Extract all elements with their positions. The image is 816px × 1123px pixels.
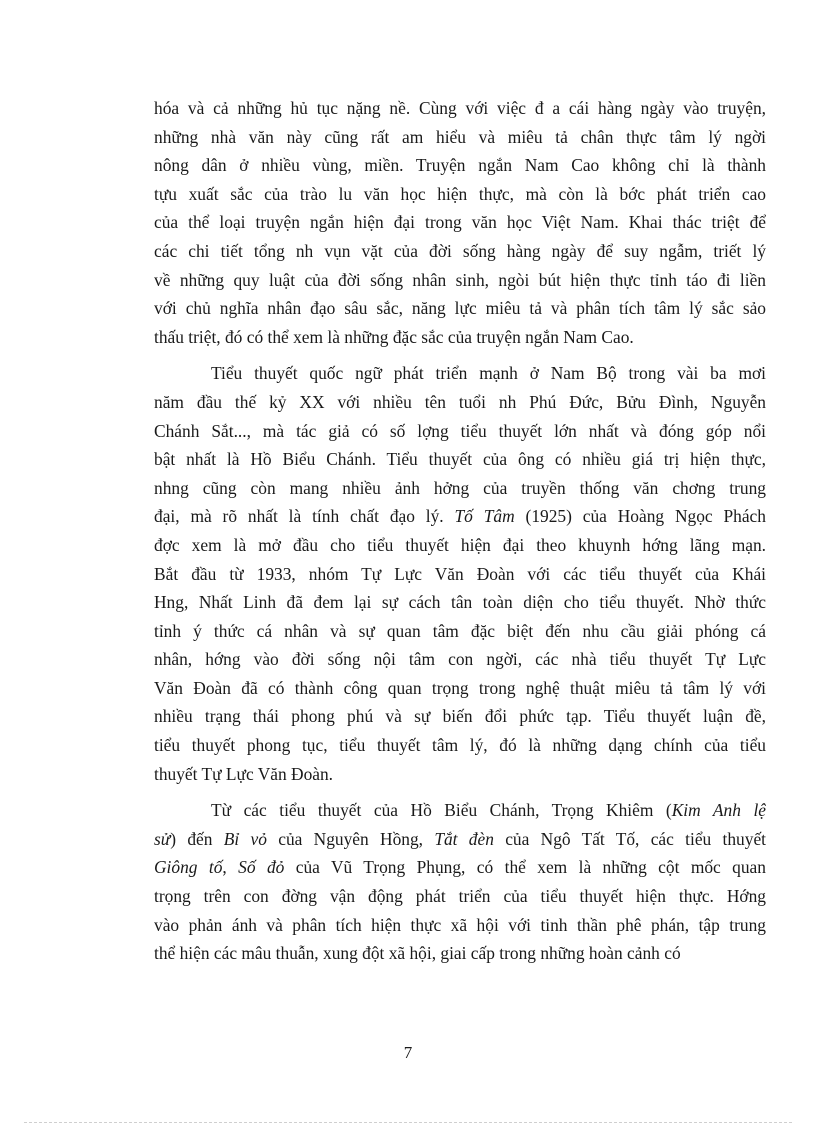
page-number: 7	[403, 1043, 413, 1062]
italic-title: Bỉ vỏ	[223, 828, 267, 849]
text-run: bật nhất là Hồ Biểu Chánh. Tiểu thuyết của ông có nhiều giá trị hiện thực,	[154, 449, 766, 470]
text-line	[154, 388, 766, 417]
text-run: các chi tiết tổng nh vụn vặt của đời sống hàng ngày để suy ngẫm, triết lý	[154, 240, 766, 261]
text-run: Hng, Nhất Linh đã đem lại sự cách tân toàn diện cho tiểu thuyết. Nhờ thức	[154, 592, 766, 613]
italic-title: Kim Anh lệ	[671, 800, 766, 821]
text-line	[154, 417, 766, 446]
italic-title: Tố Tâm	[454, 506, 515, 527]
paragraph	[154, 796, 766, 968]
text-run: đại, mà rõ nhất là tính chất đạo lý.	[154, 506, 455, 527]
text-line	[154, 939, 766, 968]
text-line	[154, 294, 766, 323]
text-line	[154, 123, 766, 152]
text-line	[154, 911, 766, 940]
text-line	[154, 180, 766, 209]
text-run: ) đến	[170, 828, 224, 849]
text-run: những nhà văn này cũng rất am hiểu và miêu tả chân thực tâm lý ngời	[154, 126, 766, 147]
text-run: (1925) của Hoàng Ngọc Phách	[514, 506, 766, 527]
text-line	[154, 94, 766, 123]
text-run: về những quy luật của đời sống nhân sinh, ngòi bút hiện thực tỉnh táo đi liền	[154, 269, 766, 290]
text-run: hóa và cả những hủ tục nặng nề. Cùng với việc đ a cái hàng ngày vào truyện,	[154, 98, 766, 118]
text-run: thể hiện các mâu thuẫn, xung đột xã hội, giai cấp trong những hoàn cảnh có	[154, 943, 681, 964]
text-run: tỉnh ý thức cá nhân và sự quan tâm đặc biệt đến nhu cầu giải phóng cá	[154, 620, 766, 641]
text-run: Từ các tiểu thuyết của Hồ Biểu Chánh, Trọng Khiêm (	[211, 800, 672, 821]
text-run: Bắt đầu từ 1933, nhóm Tự Lực Văn Đoàn với các tiểu thuyết của Khái	[154, 563, 766, 584]
text-run: nhiều trạng thái phong phú và sự biến đổi phức tạp. Tiểu thuyết luận đề,	[154, 706, 766, 727]
text-line	[154, 237, 766, 266]
italic-title: Tắt đèn	[434, 828, 494, 849]
text-line	[154, 825, 766, 854]
text-run: Văn Đoàn đã có thành công quan trọng trong nghệ thuật miêu tả tâm lý với	[154, 677, 766, 698]
text-run: nhng cũng còn mang nhiều ảnh hởng của truyền thống văn chơng trung	[154, 477, 766, 498]
text-line	[154, 151, 766, 180]
text-run: của thể loại truyện ngắn hiện đại trong văn học Việt Nam. Khai thác triệt để	[154, 212, 766, 233]
text-line	[154, 882, 766, 911]
text-run: nông dân ở nhiều vùng, miền. Truyện ngắn Nam Cao không chỉ là thành	[154, 155, 766, 176]
italic-title: sử	[154, 828, 171, 849]
text-line	[154, 323, 766, 352]
text-run: với chủ nghĩa nhân đạo sâu sắc, năng lực miêu tả và phân tích tâm lý sắc sảo	[154, 298, 766, 319]
text-line	[154, 796, 766, 825]
text-line	[154, 617, 766, 646]
text-run: ,	[222, 857, 239, 878]
text-line	[154, 853, 766, 882]
paragraph-gap	[154, 351, 766, 359]
text-line	[154, 760, 766, 789]
paragraph	[154, 359, 766, 788]
text-run: thuyết Tự Lực Văn Đoàn.	[154, 763, 334, 784]
text-line	[154, 588, 766, 617]
text-line	[154, 359, 766, 388]
text-line	[154, 445, 766, 474]
text-run: Tiểu thuyết quốc ngữ phát triển mạnh ở Nam Bộ trong vài ba mơi	[211, 363, 766, 384]
text-run: thấu triệt, đó có thể xem là những đặc sắc của truyện ngắn Nam Cao.	[154, 326, 634, 347]
text-run: của Vũ Trọng Phụng, có thể xem là những cột mốc quan	[284, 857, 766, 878]
text-line	[154, 560, 766, 589]
paragraph	[154, 94, 766, 351]
body-text	[154, 94, 766, 968]
paragraph-gap	[154, 788, 766, 796]
text-line	[154, 266, 766, 295]
text-line	[154, 674, 766, 703]
text-run: nhân, hớng vào đời sống nội tâm con ngời, các nhà tiểu thuyết Tự Lực	[154, 649, 766, 670]
text-line	[154, 731, 766, 760]
italic-title: Giông tố	[154, 857, 223, 878]
text-run: tựu xuất sắc của trào lu văn học hiện thực, mà còn là bớc phát triển cao	[154, 183, 766, 204]
text-line	[154, 208, 766, 237]
text-line	[154, 474, 766, 503]
text-run: đợc xem là mở đầu cho tiểu thuyết hiện đại theo khuynh hớng lãng mạn.	[154, 534, 766, 555]
text-run: của Ngô Tất Tố, các tiểu thuyết	[493, 828, 766, 849]
text-run: tiểu thuyết phong tục, tiểu thuyết tâm lý, đó là những dạng chính của tiểu	[154, 735, 766, 756]
text-line	[154, 702, 766, 731]
text-run: Chánh Sắt..., mà tác giả có số lợng tiểu thuyết lớn nhất và đóng góp nổi	[154, 420, 766, 441]
text-run: vào phản ánh và phân tích hiện thực xã hội với tinh thần phê phán, tập trung	[154, 914, 766, 935]
text-run: của Nguyên Hồng,	[266, 828, 435, 849]
text-line	[154, 645, 766, 674]
text-line	[154, 502, 766, 531]
text-line	[154, 531, 766, 560]
italic-title: Số đỏ	[238, 857, 285, 878]
text-run: năm đầu thế kỷ XX với nhiều tên tuổi nh Phú Đức, Bửu Đình, Nguyễn	[154, 391, 766, 412]
text-run: trọng trên con đờng vận động phát triển của tiểu thuyết hiện thực. Hớng	[154, 886, 766, 907]
